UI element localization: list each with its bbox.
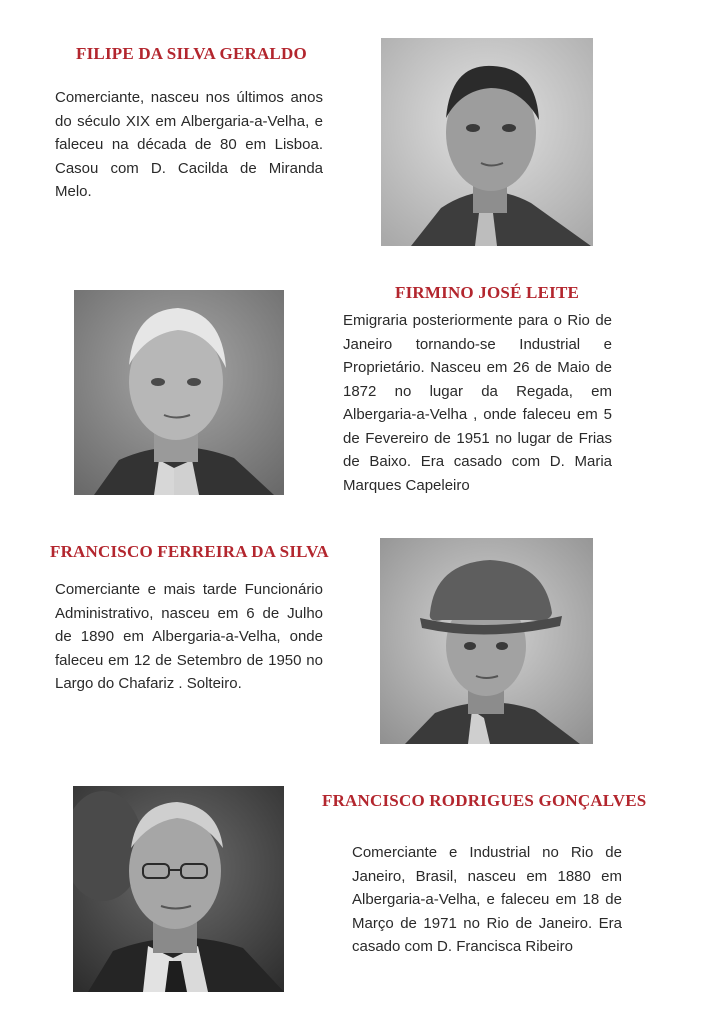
portrait-francisco-rodrigues-goncalves [73, 786, 284, 992]
bio-francisco-ferreira-da-silva: Comerciante e mais tarde Funcionário Administrativo, nasceu em 6 de Julho de 1890 em Albergaria-a-Velha, onde faleceu em 12 de Setembro de 1950 no Largo do Chafariz . Solteiro. [55, 581, 323, 692]
portrait-francisco-ferreira-da-silva [380, 538, 593, 744]
portrait-filipe-da-silva-geraldo [381, 38, 593, 246]
name-firmino-jose-leite: FIRMINO JOSÉ LEITE [395, 283, 580, 302]
bio-filipe-da-silva-geraldo: Comerciante, nasceu nos últimos anos do século XIX em Albergaria-a-Velha, e faleceu na década de 80 em Lisboa. Casou com D. Cacilda de Miranda Melo. [55, 89, 323, 200]
bio-francisco-rodrigues-goncalves: Comerciante e Industrial no Rio de Janeiro, Brasil, nasceu em 1880 em Albergaria-a-Velha, e faleceu em 18 de Março de 1971 no Rio de Janeiro. Era casado com D. Francisca Ribeiro [352, 844, 622, 955]
portrait-firmino-jose-leite [74, 290, 284, 495]
name-filipe-da-silva-geraldo: FILIPE DA SILVA GERALDO [76, 44, 307, 63]
name-francisco-ferreira-da-silva: FRANCISCO FERREIRA DA SILVA [50, 542, 329, 561]
name-francisco-rodrigues-goncalves: FRANCISCO RODRIGUES GONÇALVES [322, 791, 647, 810]
bio-firmino-jose-leite: Emigraria posteriormente para o Rio de Janeiro tornando-se Industrial e Proprietário. Nasceu em 26 de Maio de 1872 no lugar da Regada, em Albergaria-a-Velha , onde faleceu em 5 de Fevereiro de 1951 no lugar de Frias de Baixo. Era casado com D. Maria Marques Capeleiro [343, 312, 612, 494]
